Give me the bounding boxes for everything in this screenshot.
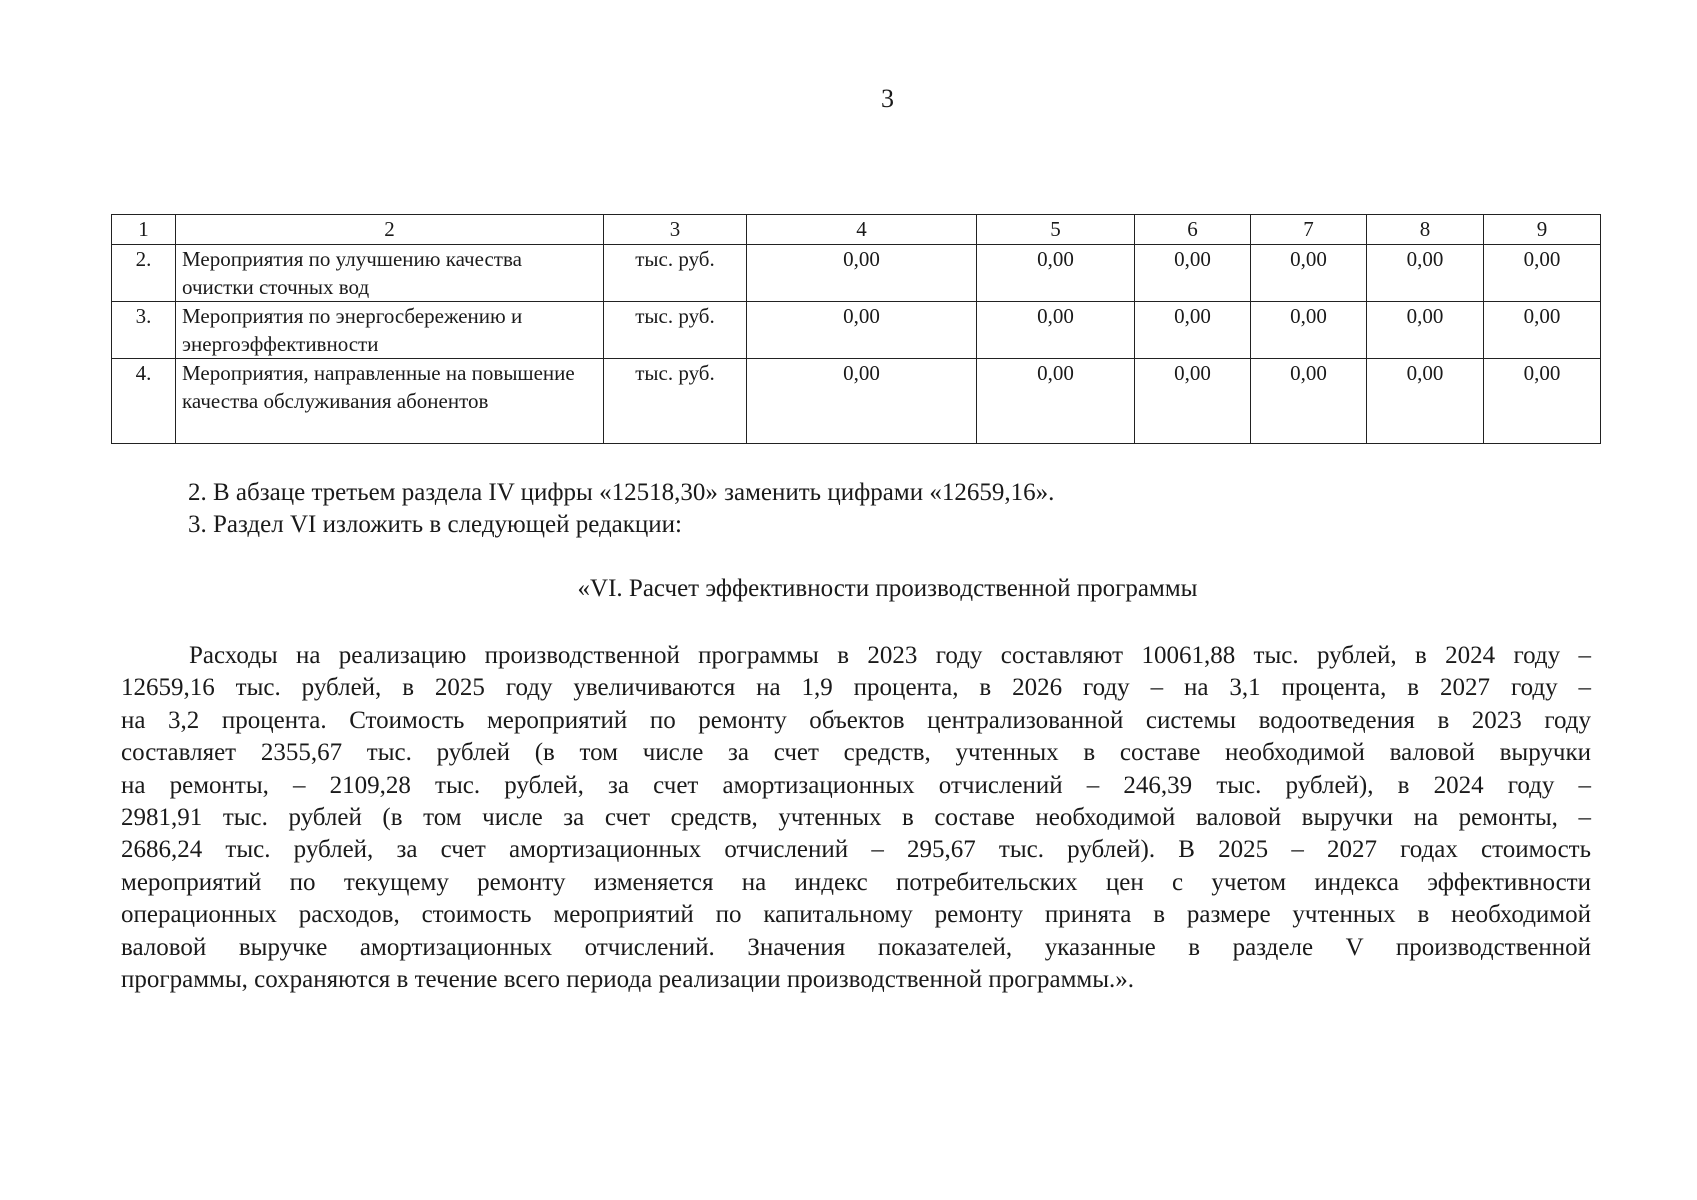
value-cell: 0,00 — [977, 245, 1135, 302]
column-header: 3 — [604, 215, 747, 245]
row-number: 2. — [112, 245, 176, 302]
paragraph-line: 2981,91 тыс. рублей (в том числе за счет средств, учтенных в составе необходимой валовой выручки на ремонты, – — [121, 803, 1591, 831]
table-row — [112, 302, 1601, 359]
value-cell: 0,00 — [1367, 302, 1484, 359]
column-header: 5 — [977, 215, 1135, 245]
value-cell: 0,00 — [1484, 302, 1601, 359]
paragraph-line: операционных расходов, стоимость мероприятий по капитальному ремонту принята в размере учтенных в необходимой — [121, 901, 1591, 929]
column-header: 9 — [1484, 215, 1601, 245]
value-cell: 0,00 — [1484, 245, 1601, 302]
row-number: 3. — [112, 302, 176, 359]
paragraph-line: Расходы на реализацию производственной программы в 2023 году составляют 10061,88 тыс. рублей, в 2024 году – — [189, 642, 1591, 669]
column-header: 6 — [1135, 215, 1251, 245]
measure-name: Мероприятия по улучшению качества очистки сточных вод — [176, 245, 604, 302]
paragraph-line: валовой выручке амортизационных отчислений. Значения показателей, указанные в разделе V производственной — [121, 933, 1591, 961]
paragraph-line: составляет 2355,67 тыс. рублей (в том числе за счет средств, учтенных в составе необходимой валовой выручки — [121, 739, 1591, 767]
table-header-row — [112, 215, 1601, 245]
table-row — [112, 359, 1601, 444]
column-header: 2 — [176, 215, 604, 245]
value-cell: 0,00 — [1251, 245, 1367, 302]
value-cell: 0,00 — [1367, 359, 1484, 444]
value-cell: 0,00 — [977, 302, 1135, 359]
amendment-item: 3. Раздел VI изложить в следующей редакции: — [188, 511, 683, 538]
value-cell: 0,00 — [1367, 245, 1484, 302]
paragraph-line: 2686,24 тыс. рублей, за счет амортизационных отчислений – 295,67 тыс. рублей). В 2025 – 2027 годах стоимость — [121, 836, 1591, 864]
measure-name: Мероприятия, направленные на повышение качества обслуживания абонентов — [176, 359, 604, 444]
paragraph-line: на 3,2 процента. Стоимость мероприятий по ремонту объектов централизованной системы водоотведения в 2023 году — [121, 706, 1591, 734]
column-header: 1 — [112, 215, 176, 245]
value-cell: 0,00 — [1484, 359, 1601, 444]
value-cell: 0,00 — [1135, 245, 1251, 302]
page-number: 3 — [881, 84, 894, 113]
body-paragraph — [121, 640, 1591, 996]
measures-table — [111, 214, 1601, 444]
unit-cell: тыс. руб. — [604, 245, 747, 302]
value-cell: 0,00 — [747, 245, 977, 302]
paragraph-line: 12659,16 тыс. рублей, в 2025 году увеличиваются на 1,9 процента, в 2026 году – на 3,1 процента, в 2027 году – — [121, 674, 1591, 702]
value-cell: 0,00 — [1135, 359, 1251, 444]
measure-name: Мероприятия по энергосбережению и энергоэффективности — [176, 302, 604, 359]
amendment-item: 2. В абзаце третьем раздела IV цифры «12518,30» заменить цифрами «12659,16». — [188, 479, 1055, 506]
value-cell: 0,00 — [747, 302, 977, 359]
column-header: 7 — [1251, 215, 1367, 245]
unit-cell: тыс. руб. — [604, 359, 747, 444]
column-header: 8 — [1367, 215, 1484, 245]
column-header: 4 — [747, 215, 977, 245]
value-cell: 0,00 — [977, 359, 1135, 444]
value-cell: 0,00 — [1135, 302, 1251, 359]
section-heading: «VI. Расчет эффективности производственной программы — [577, 575, 1198, 602]
value-cell: 0,00 — [747, 359, 977, 444]
row-number: 4. — [112, 359, 176, 444]
value-cell: 0,00 — [1251, 359, 1367, 444]
paragraph-line: на ремонты, – 2109,28 тыс. рублей, за счет амортизационных отчислений – 246,39 тыс. рублей), в 2024 году – — [121, 771, 1591, 799]
paragraph-line: мероприятий по текущему ремонту изменяется на индекс потребительских цен с учетом индекса эффективности — [121, 868, 1591, 896]
paragraph-line: программы, сохраняются в течение всего периода реализации производственной программы.». — [121, 965, 1135, 993]
unit-cell: тыс. руб. — [604, 302, 747, 359]
value-cell: 0,00 — [1251, 302, 1367, 359]
table-row — [112, 245, 1601, 302]
